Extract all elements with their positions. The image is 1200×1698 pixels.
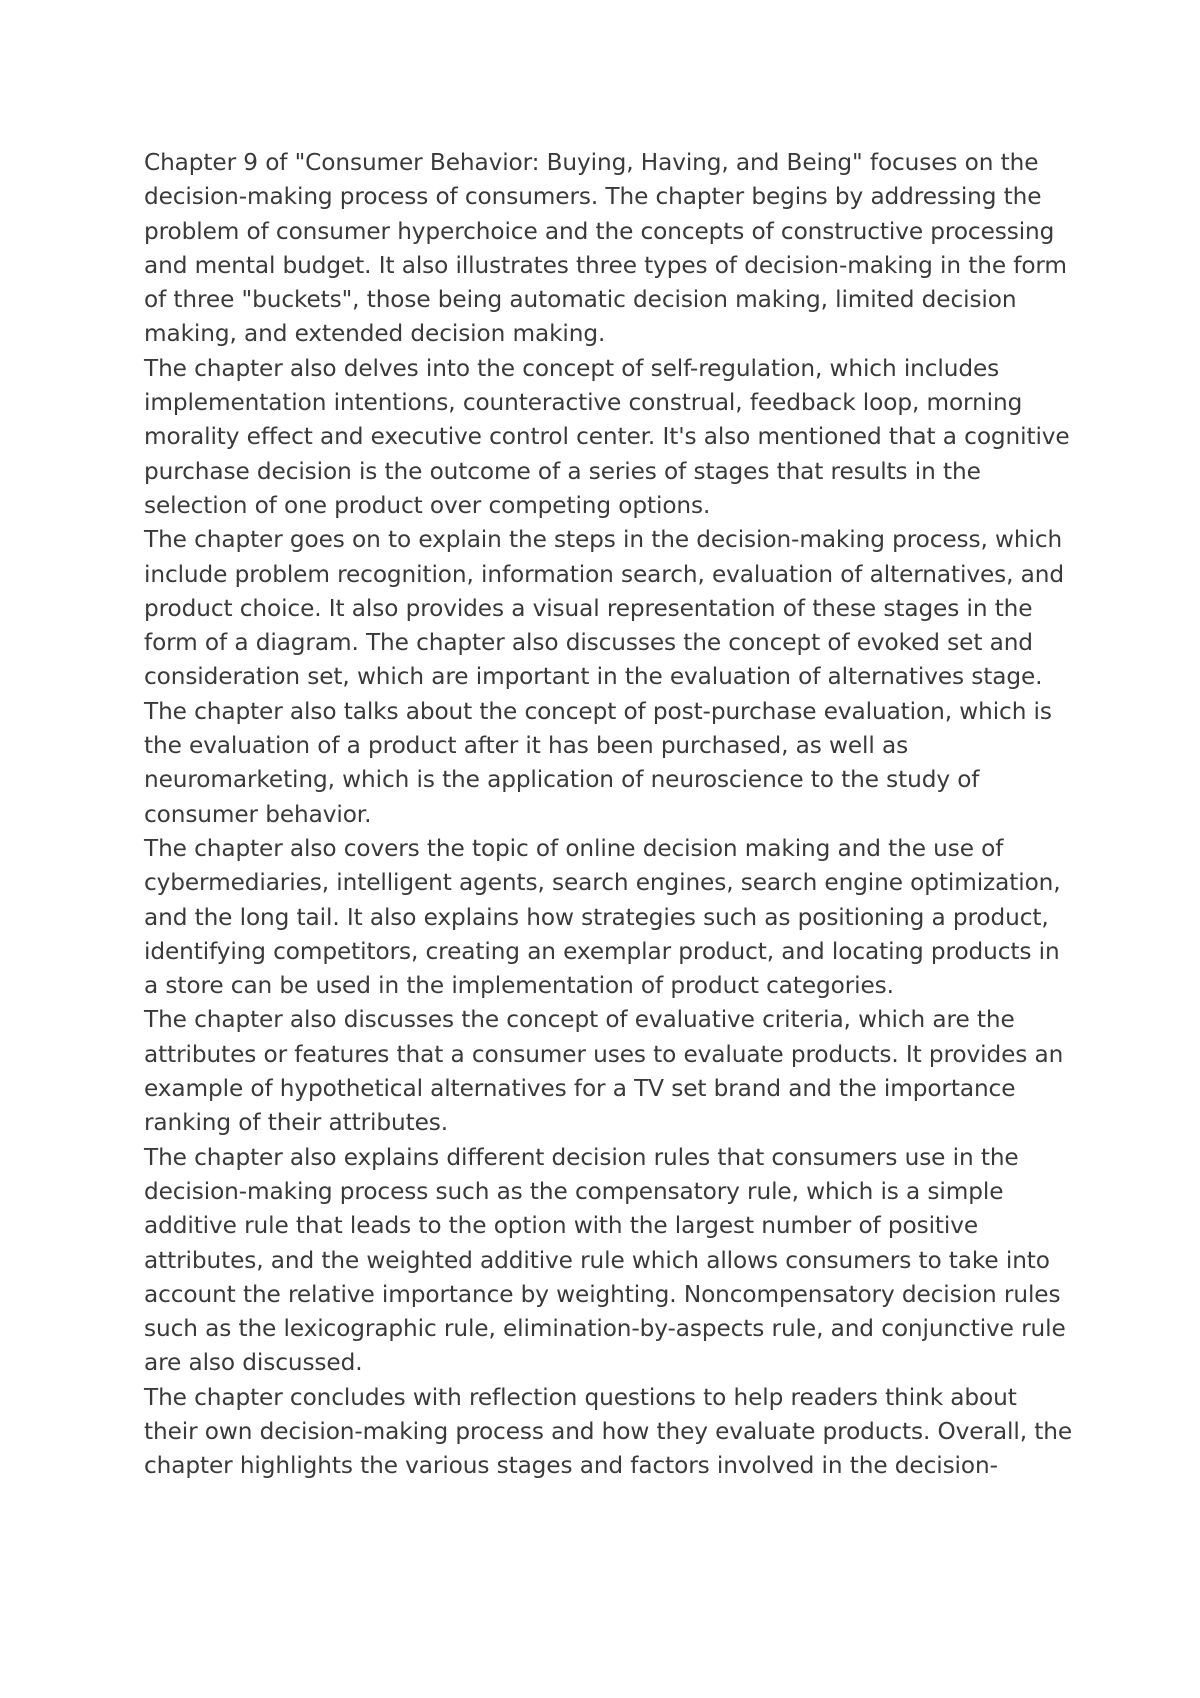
paragraph-8: The chapter concludes with reflection questions to help readers think about their own decision-making process and how they evaluate products. Overall, the chapter highlights the various stages and factors involved in the decision- [144, 1383, 1072, 1480]
document-body [144, 146, 1074, 1484]
paragraph-4: The chapter also talks about the concept of post-purchase evaluation, which is the evaluation of a product after it has been purchased, as well as neuromarketing, which is the application of neuroscience to the study of consumer behavior. [144, 697, 1052, 828]
paragraph-5: The chapter also covers the topic of online decision making and the use of cybermediaries, intelligent agents, search engines, search engine optimization, and the long tail. It also explains how strategies such as positioning a product, identifying competitors, creating an exemplar product, and locating products in a store can be used in the implementation of product categories. [144, 834, 1061, 1000]
paragraph-6: The chapter also discusses the concept of evaluative criteria, which are the attributes or features that a consumer uses to evaluate products. It provides an example of hypothetical alternatives for a TV set brand and the importance ranking of their attributes. [144, 1006, 1064, 1137]
paragraph-7: The chapter also explains different decision rules that consumers use in the decision-making process such as the compensatory rule, which is a simple additive rule that leads to the option with the largest number of positive attributes, and the weighted additive rule which allows consumers to take into account the relative importance by weighting. Noncompensatory decision rules such as the lexicographic rule, elimination-by-aspects rule, and conjunctive rule are also discussed. [144, 1143, 1066, 1377]
paragraph-1: Chapter 9 of "Consumer Behavior: Buying, Having, and Being" focuses on the decision-making process of consumers. The chapter begins by addressing the problem of consumer hyperchoice and the concepts of constructive processing and mental budget. It also illustrates three types of decision-making in the form of three "buckets", those being automatic decision making, limited decision making, and extended decision making. [144, 149, 1067, 348]
paragraph-3: The chapter goes on to explain the steps in the decision-making process, which include problem recognition, information search, evaluation of alternatives, and product choice. It also provides a visual representation of these stages in the form of a diagram. The chapter also discusses the concept of evoked set and consideration set, which are important in the evaluation of alternatives stage. [144, 526, 1064, 691]
paragraph-2: The chapter also delves into the concept of self-regulation, which includes implementation intentions, counteractive construal, feedback loop, morning morality effect and executive control center. It's also mentioned that a cognitive purchase decision is the outcome of a series of stages that results in the selection of one product over competing options. [144, 354, 1070, 519]
